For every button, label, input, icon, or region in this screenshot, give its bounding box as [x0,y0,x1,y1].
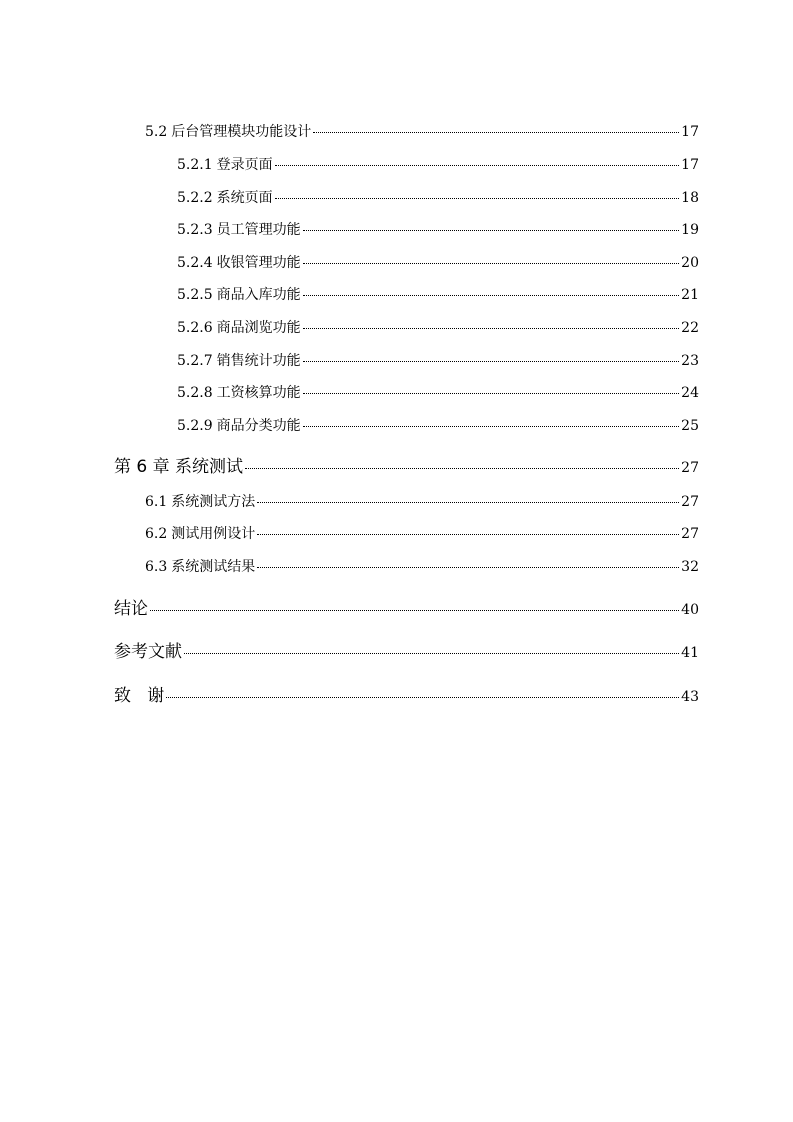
toc-title: 工资核算功能 [216,385,301,401]
toc-number: 5.2.2 [177,190,213,206]
toc-page-number: 22 [681,320,699,336]
toc-entry-5-2-7[interactable] [177,350,699,370]
toc-page-number: 17 [681,124,699,140]
toc-entry-6-3[interactable] [145,556,699,576]
toc-title: 结论 [114,599,148,619]
toc-leader-dots [303,328,680,329]
toc-entry-5-2-3[interactable] [177,219,699,239]
toc-entry-acknowledgements[interactable] [114,681,699,706]
toc-entry-5-2-6[interactable] [177,317,699,337]
toc-entry-references[interactable] [114,637,699,662]
toc-leader-dots [257,567,679,568]
toc-entry-5-2[interactable] [145,121,699,141]
toc-leader-dots [303,426,680,427]
toc-page-number: 17 [681,157,699,173]
toc-leader-dots [303,230,680,231]
toc-page-number: 18 [681,190,699,206]
toc-page-number: 23 [681,353,699,369]
toc-title: 收银管理功能 [216,255,301,271]
toc-number: 5.2 [145,124,168,140]
toc-title: 员工管理功能 [216,222,301,238]
toc-leader-dots [245,468,679,469]
toc-page-number: 41 [681,645,699,661]
toc-number: 5.2.3 [177,222,213,238]
toc-entry-5-2-5[interactable] [177,284,699,304]
toc-leader-dots [150,610,679,611]
toc-page-number: 32 [681,559,699,575]
toc-entry-5-2-8[interactable] [177,382,699,402]
toc-entry-6-2[interactable] [145,523,699,543]
toc-leader-dots [303,393,680,394]
toc-title: 系统测试方法 [171,494,256,510]
toc-title: 第 6 章 系统测试 [114,457,244,477]
toc-leader-dots [303,263,680,264]
toc-leader-dots [275,165,680,166]
toc-number: 5.2.7 [177,353,213,369]
toc-leader-dots [257,502,679,503]
toc-entry-6-1[interactable] [145,491,699,511]
toc-page-number: 27 [681,494,699,510]
toc-number: 5.2.9 [177,418,213,434]
toc-page-number: 43 [681,689,699,705]
toc-entry-chapter-6[interactable] [114,452,699,477]
toc-page-number: 24 [681,385,699,401]
toc-leader-dots [303,295,680,296]
toc-title: 商品浏览功能 [216,320,301,336]
toc-title: 商品入库功能 [216,287,301,303]
toc-number: 5.2.8 [177,385,213,401]
toc-number: 6.2 [145,526,168,542]
toc-number: 6.1 [145,494,168,510]
toc-page-number: 27 [681,460,699,476]
toc-title: 系统页面 [216,190,273,206]
toc-entry-conclusion[interactable] [114,594,699,619]
toc-title: 系统测试结果 [171,559,256,575]
toc-number: 5.2.6 [177,320,213,336]
toc-page-number: 19 [681,222,699,238]
toc-leader-dots [303,361,680,362]
toc-page-number: 40 [681,602,699,618]
toc-entry-5-2-2[interactable] [177,187,699,207]
toc-leader-dots [257,534,679,535]
toc-entry-5-2-9[interactable] [177,415,699,435]
toc-entry-5-2-4[interactable] [177,252,699,272]
toc-title: 参考文献 [114,642,182,662]
toc-page-number: 25 [681,418,699,434]
toc-entry-5-2-1[interactable] [177,154,699,174]
toc-title: 商品分类功能 [216,418,301,434]
toc-title: 登录页面 [216,157,273,173]
toc-page-number: 27 [681,526,699,542]
toc-number: 5.2.5 [177,287,213,303]
toc-title: 后台管理模块功能设计 [171,124,312,140]
toc-title: 销售统计功能 [216,353,301,369]
toc-page-number: 20 [681,255,699,271]
toc-page-number: 21 [681,287,699,303]
toc-number: 6.3 [145,559,168,575]
toc-leader-dots [184,653,679,654]
toc-leader-dots [166,697,679,698]
toc-number: 5.2.1 [177,157,213,173]
toc-leader-dots [275,198,680,199]
toc-title: 测试用例设计 [171,526,256,542]
toc-title: 致 谢 [114,686,165,706]
toc-number: 5.2.4 [177,255,213,271]
toc-leader-dots [313,132,679,133]
